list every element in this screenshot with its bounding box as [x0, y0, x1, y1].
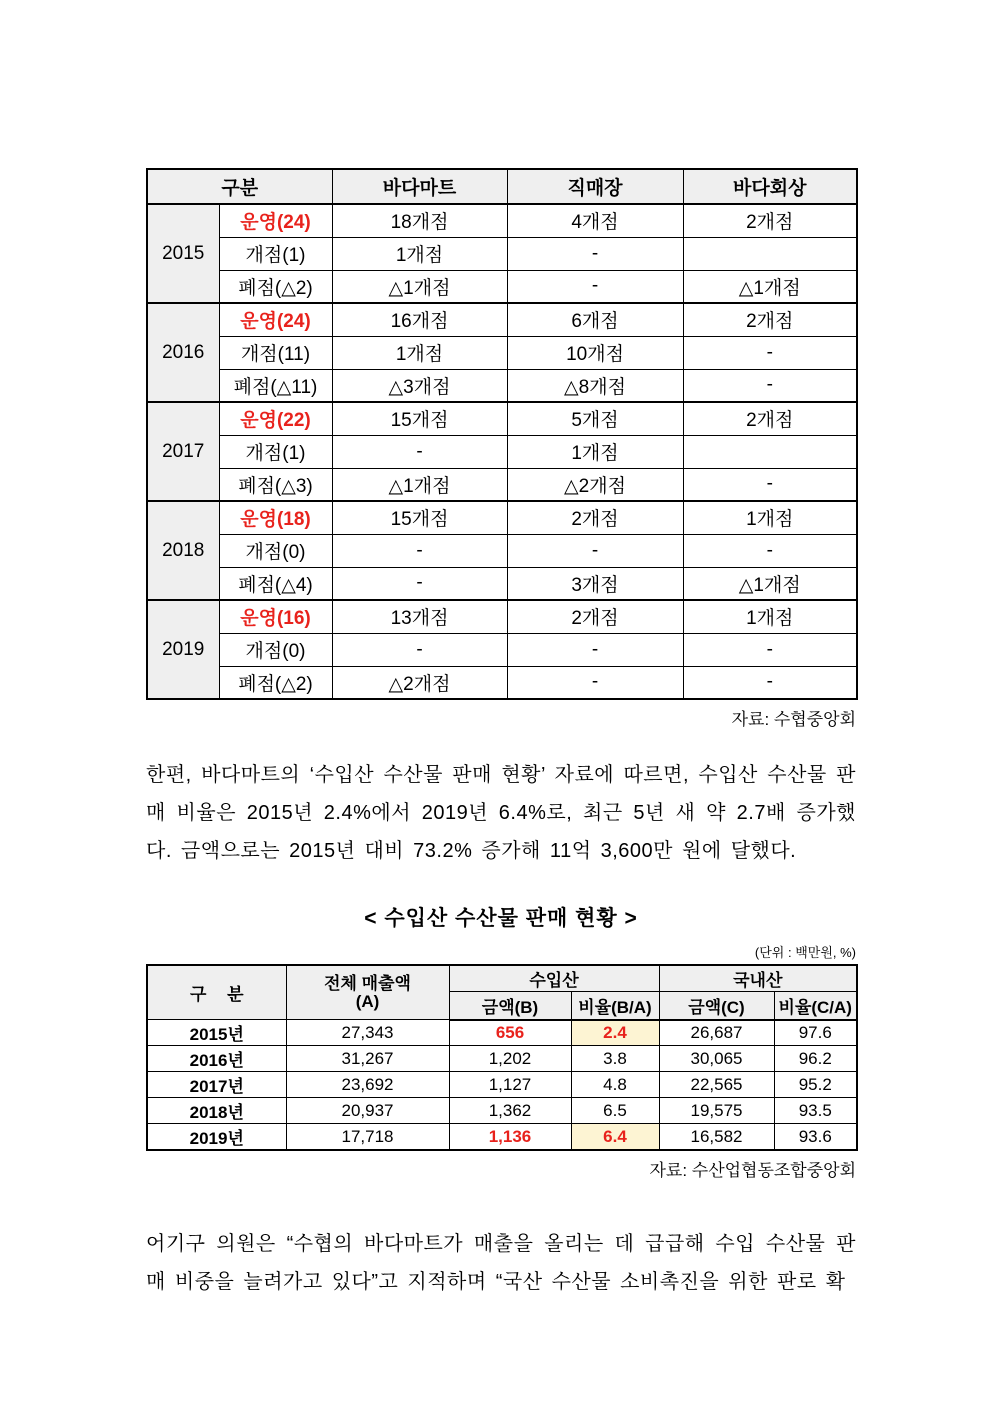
table-cell: 656: [449, 1020, 571, 1046]
paragraph-imported-sales: 한편, 바다마트의 ‘수입산 수산물 판매 현황’ 자료에 따르면, 수입산 수산물 판매 비율은 2015년 2.4%에서 2019년 6.4%로, 최근 5년 새 약 2.7배 증가했다. 금액으로는 2015년 대비 73.2% 증가해 11억 3,600만 원에 달했다.: [146, 764, 856, 862]
table-row: [147, 270, 857, 303]
table2-unit-note: (단위 : 백만원, %): [754, 945, 856, 960]
table-cell: 93.6: [774, 1124, 857, 1151]
table-row: [147, 204, 857, 237]
table1-source: 자료: 수협중앙회: [731, 710, 856, 729]
table-cell: 97.6: [774, 1020, 857, 1046]
year-cell-2015: 2015: [147, 204, 219, 303]
year-cell-2019: 2019: [147, 600, 219, 699]
table-cell: -: [332, 567, 507, 600]
table-cell: 1개점: [683, 600, 857, 633]
table-cell: 3.8: [571, 1046, 659, 1072]
table-cell: 2개점: [683, 204, 857, 237]
year-cell-2017: 2017: [147, 402, 219, 501]
table-cell: 1,202: [449, 1046, 571, 1072]
table-row: [147, 435, 857, 468]
table-row: [147, 1124, 857, 1151]
table-cell: 1개점: [683, 501, 857, 534]
imported-sales-table: [146, 964, 858, 1151]
paragraph-lawmaker-quote: 어기구 의원은 “수협의 바다마트가 매출을 올리는 데 급급해 수입 수산물 판매 비중을 늘려가고 있다”고 지적하며 “국산 수산물 소비촉진을 위한 판로 확: [146, 1233, 856, 1293]
row-label: 운영(16): [219, 600, 332, 633]
table-cell: [683, 237, 857, 270]
header-total-sales: [286, 965, 449, 1020]
header-total-line2: (A): [355, 991, 380, 1011]
header-badahoesang: 바다회상: [683, 169, 857, 204]
header-badamart: 바다마트: [332, 169, 507, 204]
table-row: [147, 600, 857, 633]
table-row: [147, 336, 857, 369]
table-row: [147, 303, 857, 336]
table-cell: 5개점: [507, 402, 683, 435]
table-cell: △1개점: [332, 468, 507, 501]
header-ratio-ca: 비율(C/A): [774, 992, 857, 1020]
table-row: [147, 1020, 857, 1046]
year-cell: 2016년: [147, 1046, 286, 1072]
table-cell: -: [332, 435, 507, 468]
table-cell: △2개점: [332, 666, 507, 699]
table-cell: 3개점: [507, 567, 683, 600]
table-cell: 15개점: [332, 501, 507, 534]
year-cell: 2018년: [147, 1098, 286, 1124]
table-cell: 2.4: [571, 1020, 659, 1046]
row-label: 개점(0): [219, 534, 332, 567]
table-cell: -: [683, 468, 857, 501]
header-gubun: 구 분: [147, 965, 286, 1020]
table-cell: 2개점: [683, 402, 857, 435]
table-header-row: [147, 965, 857, 992]
table-cell: -: [332, 534, 507, 567]
store-status-table: [146, 168, 858, 700]
table-cell: -: [683, 336, 857, 369]
table-cell: 95.2: [774, 1072, 857, 1098]
table-cell: 1,136: [449, 1124, 571, 1151]
table-cell: 13개점: [332, 600, 507, 633]
table-cell: 1개점: [507, 435, 683, 468]
table-row: [147, 1098, 857, 1124]
document-content: [146, 0, 856, 1301]
header-amount-b: 금액(B): [449, 992, 571, 1020]
year-cell: 2017년: [147, 1072, 286, 1098]
row-label: 폐점(△11): [219, 369, 332, 402]
year-cell-2016: 2016: [147, 303, 219, 402]
table-cell: 1,127: [449, 1072, 571, 1098]
table-cell: 26,687: [659, 1020, 774, 1046]
row-label: 개점(1): [219, 237, 332, 270]
row-label: 개점(0): [219, 633, 332, 666]
row-label: 운영(24): [219, 204, 332, 237]
table-cell: 31,267: [286, 1046, 449, 1072]
table-cell: △8개점: [507, 369, 683, 402]
table-row: [147, 369, 857, 402]
year-cell-2018: 2018: [147, 501, 219, 600]
table-cell: 96.2: [774, 1046, 857, 1072]
table-cell: △1개점: [332, 270, 507, 303]
table-cell: 4개점: [507, 204, 683, 237]
table-cell: -: [683, 633, 857, 666]
year-cell: 2015년: [147, 1020, 286, 1046]
table2-title: < 수입산 수산물 판매 현황 >: [364, 907, 638, 930]
table-cell: -: [507, 534, 683, 567]
table-cell: -: [507, 633, 683, 666]
table-cell: 1,362: [449, 1098, 571, 1124]
table-cell: -: [683, 369, 857, 402]
table-cell: 6.5: [571, 1098, 659, 1124]
table-cell: 2개점: [507, 600, 683, 633]
table-cell: -: [507, 666, 683, 699]
table-cell: 19,575: [659, 1098, 774, 1124]
table-cell: -: [507, 237, 683, 270]
table-cell: 6.4: [571, 1124, 659, 1151]
table-cell: 1개점: [332, 237, 507, 270]
table-cell: 2개점: [683, 303, 857, 336]
table-cell: △1개점: [683, 270, 857, 303]
row-label: 개점(11): [219, 336, 332, 369]
table-cell: 23,692: [286, 1072, 449, 1098]
row-label: 운영(18): [219, 501, 332, 534]
header-amount-c: 금액(C): [659, 992, 774, 1020]
table-row: [147, 468, 857, 501]
store-status-header-row: [147, 169, 857, 204]
table-cell: 16개점: [332, 303, 507, 336]
table2-source: 자료: 수산업협동조합중앙회: [649, 1161, 856, 1180]
header-imported: 수입산: [449, 965, 659, 992]
table-cell: 1개점: [332, 336, 507, 369]
header-jikmaejang: 직매장: [507, 169, 683, 204]
table-row: [147, 666, 857, 699]
table-cell: -: [683, 666, 857, 699]
table-row: [147, 1072, 857, 1098]
table-cell: △2개점: [507, 468, 683, 501]
table-cell: △1개점: [683, 567, 857, 600]
table-cell: -: [332, 633, 507, 666]
table-cell: -: [683, 534, 857, 567]
table-row: [147, 501, 857, 534]
table-cell: 18개점: [332, 204, 507, 237]
year-cell: 2019년: [147, 1124, 286, 1151]
row-label: 폐점(△4): [219, 567, 332, 600]
table-row: [147, 402, 857, 435]
table-cell: 15개점: [332, 402, 507, 435]
table-cell: 4.8: [571, 1072, 659, 1098]
header-domestic: 국내산: [659, 965, 857, 992]
table-cell: 22,565: [659, 1072, 774, 1098]
table-cell: [683, 435, 857, 468]
table-row: [147, 567, 857, 600]
table-cell: 17,718: [286, 1124, 449, 1151]
table-cell: -: [507, 270, 683, 303]
table-cell: △3개점: [332, 369, 507, 402]
row-label: 폐점(△2): [219, 270, 332, 303]
row-label: 폐점(△2): [219, 666, 332, 699]
table-cell: 16,582: [659, 1124, 774, 1151]
table-row: [147, 237, 857, 270]
header-total-line1: 전체 매출액: [324, 973, 411, 993]
table-cell: 10개점: [507, 336, 683, 369]
row-label: 운영(22): [219, 402, 332, 435]
table-cell: 93.5: [774, 1098, 857, 1124]
header-ratio-ba: 비율(B/A): [571, 992, 659, 1020]
row-label: 폐점(△3): [219, 468, 332, 501]
row-label: 개점(1): [219, 435, 332, 468]
table-row: [147, 534, 857, 567]
table-row: [147, 633, 857, 666]
header-gubun: 구분: [147, 169, 332, 204]
table-cell: 30,065: [659, 1046, 774, 1072]
table-cell: 27,343: [286, 1020, 449, 1046]
table-cell: 20,937: [286, 1098, 449, 1124]
table-cell: 6개점: [507, 303, 683, 336]
row-label: 운영(24): [219, 303, 332, 336]
table-cell: 2개점: [507, 501, 683, 534]
table-row: [147, 1046, 857, 1072]
